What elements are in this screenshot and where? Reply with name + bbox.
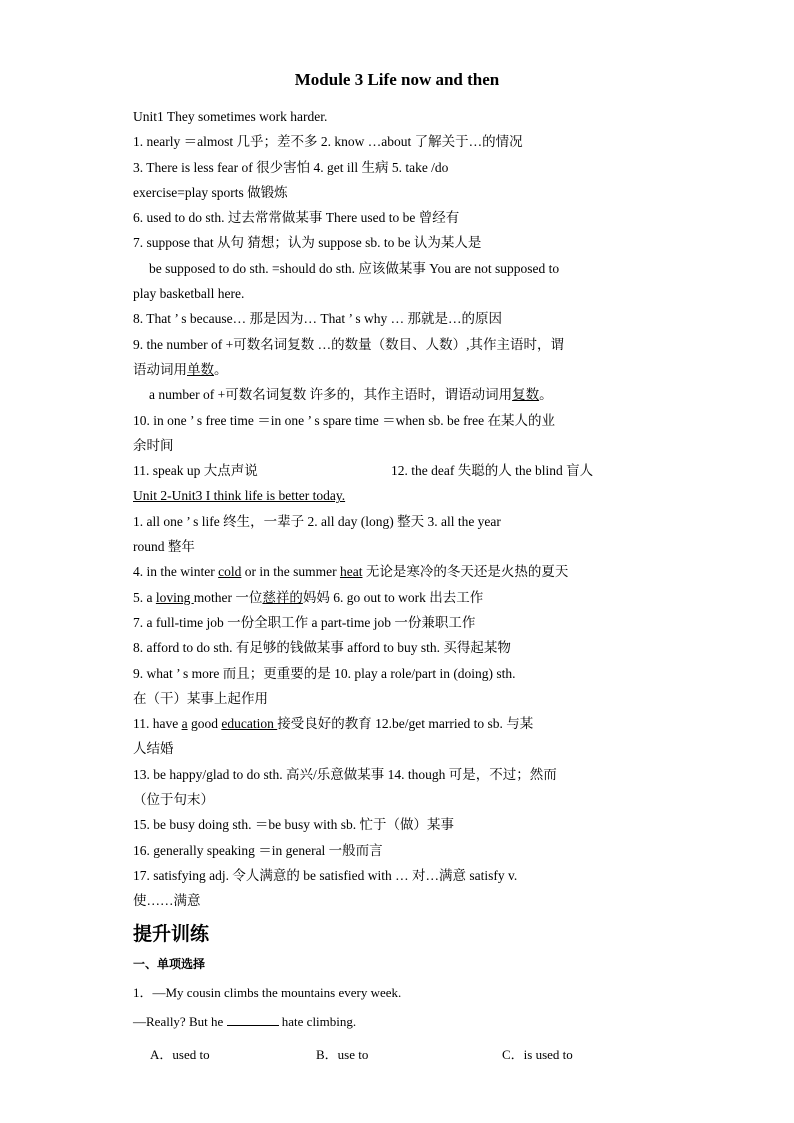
text-span: 11. speak up 大点声说 (133, 463, 258, 479)
text-line: play basketball here. (133, 286, 245, 302)
text-line: 17. satisfying adj. 令人满意的 be satisfied with … 对…满意 satisfy v. (133, 867, 518, 883)
text-line: round 整年 (133, 539, 195, 555)
text-line: 9. the number of +可数名词复数 …的数量（数目、人数）,其作主语时，谓 (133, 336, 564, 352)
text-span: 。 (539, 387, 553, 403)
text-line (133, 585, 661, 610)
text-span: —Really? But he (133, 1014, 227, 1029)
underlined-text: 慈祥的 (262, 589, 303, 605)
text-line: 9. what ’ s more 而且；更重要的是 10. play a role/part in (doing) sth. (133, 665, 516, 681)
text-line: （位于句末） (133, 792, 214, 808)
question-response (133, 1013, 356, 1030)
text-span: a number of +可数名词复数 许多的，其作主语时，谓语动词用 (149, 387, 513, 403)
text-span: hate climbing. (278, 1014, 357, 1029)
unit-heading: Unit 2-Unit3 I think life is better today. (133, 488, 346, 504)
text-span: 11. have (133, 716, 182, 732)
text-line: 8. That ’ s because… 那是因为… That ’ s why … 那就是…的原因 (133, 311, 502, 327)
text-line: 3. There is less fear of 很少害怕 4. get ill 生病 5. take /do (133, 159, 449, 175)
underlined-text: education (221, 716, 278, 732)
option-b: B．use to (316, 1047, 369, 1062)
page-title: Module 3 Life now and then (294, 70, 500, 89)
text-span: 接受良好的教育 12.be/get married to sb. 与某 (277, 716, 534, 732)
text-line: be supposed to do sth. =should do sth. 应该做某事 You are not supposed to (149, 260, 560, 276)
text-line: 13. be happy/glad to do sth. 高兴/乐意做某事 14. though 可是，不过；然而 (133, 766, 557, 782)
text-line: 8. afford to do sth. 有足够的钱做某事 afford to buy sth. 买得起某物 (133, 640, 511, 656)
text-line: 使……满意 (133, 893, 201, 909)
question-stem: 1．—My cousin climbs the mountains every week. (133, 985, 402, 1000)
text-line (133, 357, 661, 382)
underlined-text: loving (155, 589, 194, 605)
text-line (133, 711, 661, 736)
text-line: 16. generally speaking ＝in general 一般而言 (133, 842, 383, 858)
text-span: 5. a (133, 589, 156, 605)
text-span: 无论是寒冷的冬天还是火热的夏天 (362, 564, 569, 580)
text-line: 10. in one ’ s free time ＝in one ’ s spare time ＝when sb. be free 在某人的业 (133, 412, 556, 428)
text-span: good (187, 716, 222, 732)
text-line: 7. suppose that 从句 猜想；认为 suppose sb. to be 认为某人是 (133, 235, 482, 251)
text-line: 余时间 (133, 437, 174, 453)
text-line: 1. all one ’ s life 终生，一辈子 2. all day (long) 整天 3. all the year (133, 513, 501, 529)
text-line: 7. a full-time job 一份全职工作 a part-time job 一份兼职工作 (133, 614, 476, 630)
practice-heading: 提升训练 (133, 923, 210, 945)
section-title: 一、单项选择 (133, 957, 206, 971)
text-span: 。 (214, 361, 228, 377)
answer-options (150, 1044, 630, 1062)
option-c: C．is used to (502, 1047, 573, 1062)
text-span: 4. in the winter (133, 564, 219, 580)
text-line: 在（干）某事上起作用 (133, 690, 268, 706)
underlined-text: heat (339, 564, 363, 580)
text-span: or in the summer (241, 564, 340, 580)
text-line (133, 458, 661, 483)
text-span: 语动词用 (133, 361, 187, 377)
underlined-text: cold (218, 564, 242, 580)
text-line: 6. used to do sth. 过去常常做某事 There used to be 曾经有 (133, 210, 460, 226)
answer-blank (227, 1013, 279, 1026)
text-span: mother 一位 (193, 589, 263, 605)
underlined-text: 单数 (187, 361, 214, 377)
text-line: 15. be busy doing sth. ＝be busy with sb. 忙于（做）某事 (133, 817, 455, 833)
text-line: exercise=play sports 做锻炼 (133, 184, 288, 200)
text-span: 妈妈 6. go out to work 出去工作 (302, 589, 484, 605)
text-line: 人结婚 (133, 741, 174, 757)
text-line (133, 382, 661, 407)
unit-heading: Unit1 They sometimes work harder. (133, 109, 328, 124)
text-line (133, 559, 661, 584)
vocabulary-list (133, 104, 661, 914)
text-line: 1. nearly ＝almost 几乎；差不多 2. know …about 了解关于…的情况 (133, 134, 523, 150)
underlined-text: 复数 (512, 387, 540, 403)
text-span: 12. the deaf 失聪的人 the blind 盲人 (391, 463, 594, 479)
underlined-text: a (181, 716, 188, 732)
option-a: A．used to (150, 1047, 210, 1062)
